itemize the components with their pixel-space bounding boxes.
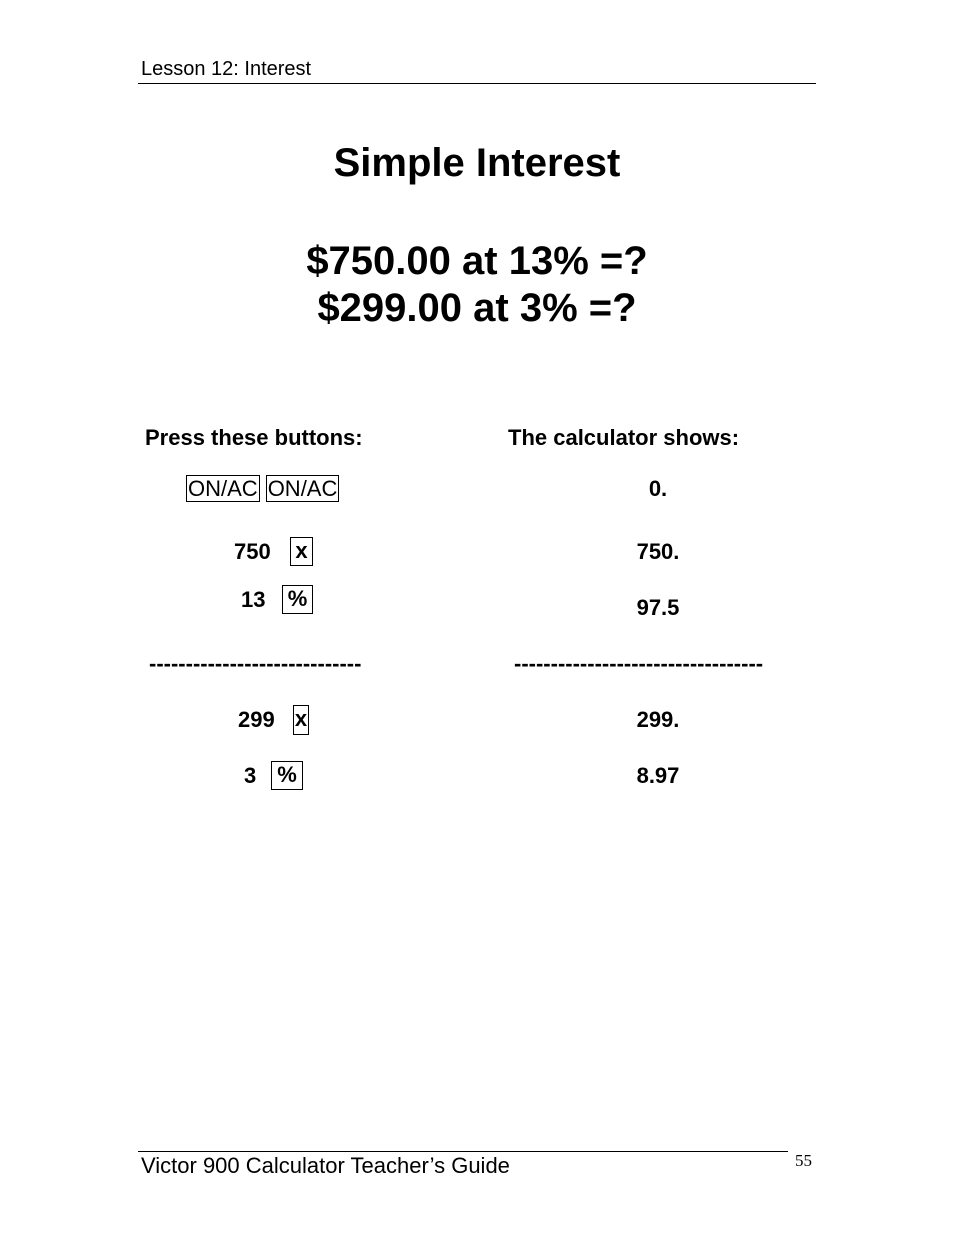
multiply-key: x (290, 537, 313, 566)
page-title: Simple Interest (333, 141, 621, 185)
percent-key: % (271, 761, 303, 790)
header-rule (138, 83, 816, 84)
step-3-number: 13 (241, 587, 266, 612)
step-2-display: 750. (636, 539, 680, 564)
on-ac-key: ON/AC (188, 476, 258, 501)
right-separator: ---------------------------------- (514, 651, 764, 676)
step-2-number: 750 (234, 539, 271, 564)
step-4-number: 299 (238, 707, 275, 732)
step-5-number: 3 (244, 763, 257, 788)
on-ac-key: ON/AC (267, 476, 338, 501)
step-3-display: 97.5 (636, 595, 680, 620)
percent-key: % (282, 585, 313, 614)
step-1-keys (186, 475, 339, 502)
left-separator: ----------------------------- (149, 651, 362, 676)
step-5-display: 8.97 (636, 763, 680, 788)
problem-1: $750.00 at 13% =? (306, 239, 648, 283)
page-number: 55 (795, 1151, 812, 1170)
press-buttons-heading: Press these buttons: (145, 425, 363, 450)
footer-guide-title: Victor 900 Calculator Teacher’s Guide (141, 1153, 510, 1178)
step-1-display: 0. (648, 476, 668, 501)
footer-rule (138, 1151, 788, 1152)
calculator-shows-heading: The calculator shows: (508, 425, 740, 450)
step-4-display: 299. (636, 707, 680, 732)
problem-2: $299.00 at 3% =? (317, 286, 637, 330)
running-header: Lesson 12: Interest (141, 58, 312, 80)
multiply-key: x (293, 705, 309, 735)
